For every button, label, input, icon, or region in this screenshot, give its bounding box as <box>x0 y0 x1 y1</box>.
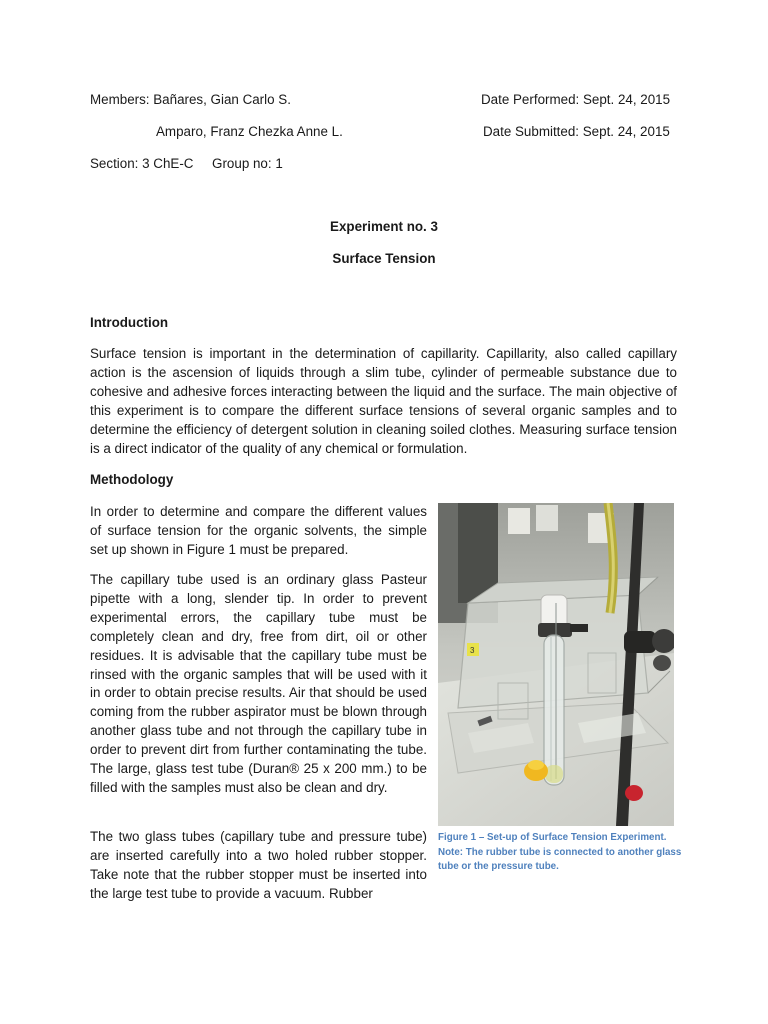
members-line: Members: Bañares, Gian Carlo S. <box>90 92 291 107</box>
introduction-heading: Introduction <box>90 315 169 330</box>
figure-1-photo <box>438 503 674 826</box>
methodology-heading: Methodology <box>90 472 174 487</box>
figure-1-caption <box>438 831 683 875</box>
introduction-paragraph: Surface tension is important in the determination of capillarity. Capillarity, also called capillary action is the ascension of liquids through a slim tube, cylinder of permeable substance due to cohesive and adhesive forces interacting between the liquid and the surface. The main objective of this experiment is to compare the different surface tensions of several organic samples and to determine the efficiency of detergent solution in cleaning soiled clothes. Measuring surface tension is a direct indicator of the quality of any chemical or formulation. <box>90 346 677 456</box>
section-group-line: Section: 3 ChE-C Group no: 1 <box>90 156 283 171</box>
date-performed: Date Performed: Sept. 24, 2015 <box>481 92 671 107</box>
methodology-paragraph-2: The capillary tube used is an ordinary glass Pasteur pipette with a long, slender tip. In order to prevent experimental errors, the capillary tube must be completely clean and dry, free from dirt, oil or other residues. It is advisable that the capillary tube must be rinsed with the organic samples that will be used with it in order to obtain precise results. Air that should be used coming from the rubber aspirator must be blown through another glass tube and not through the capillary tube in order to prevent dirt from further contaminating the tube. The large, glass test tube (Duran® 25 x 200 mm.) to be filled with the samples must also be clean and dry. <box>90 572 427 795</box>
methodology-paragraph-3: The two glass tubes (capillary tube and pressure tube) are inserted carefully into a two holed rubber stopper. Take note that the rubber stopper must be inserted into the large test tube to provide a vacuum. Rubber <box>90 829 427 901</box>
label-marker-text: 3 <box>470 646 475 655</box>
member-name-2: Amparo, Franz Chezka Anne L. <box>156 124 343 139</box>
experiment-number: Experiment no. 3 <box>330 219 438 234</box>
experiment-title: Surface Tension <box>332 251 436 266</box>
caption-line-2: Note: The rubber tube is connected to another glass tube or the pressure tube. <box>438 846 682 872</box>
methodology-paragraph-1: In order to determine and compare the different values of surface tension for the organic solvents, the simple set up shown in Figure 1 must be prepared. <box>90 504 427 557</box>
caption-line-1: Figure 1 – Set-up of Surface Tension Experiment. <box>438 832 667 843</box>
date-submitted: Date Submitted: Sept. 24, 2015 <box>483 124 670 139</box>
setup-photo-illustration <box>438 503 674 826</box>
